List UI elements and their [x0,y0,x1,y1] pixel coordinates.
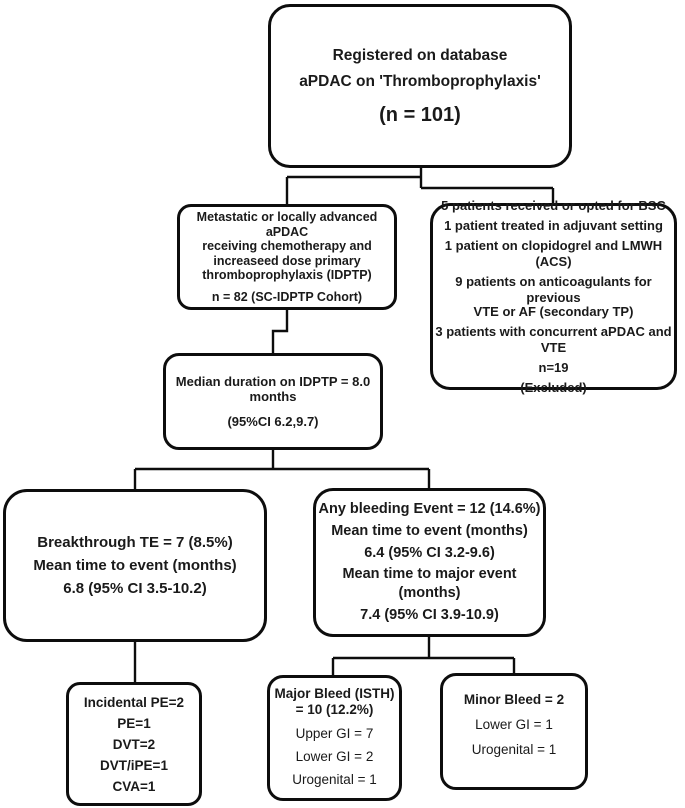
box-line: Lower GI = 1 [475,717,553,732]
box-line-ci: 7.4 (95% CI 3.9-10.9) [360,606,499,623]
box-line: DVT/iPE=1 [100,757,168,773]
box-line: Registered on database [332,46,508,64]
box-line: DVT=2 [112,736,156,752]
box-breakthrough-te [3,489,267,642]
box-line: Urogenital = 1 [471,742,557,757]
box-line: Breakthrough TE = 7 (8.5%) [37,534,233,552]
box-major-bleed [267,675,402,801]
box-line: 3 patients with concurrent aPDAC and VTE [435,323,672,355]
box-line: VTE or AF (secondary TP) [473,303,634,319]
box-line: Any bleeding Event = 12 (14.6%) [318,501,541,518]
box-line-title: Major Bleed (ISTH) [274,685,395,701]
box-line: Mean time to major event (months) [342,566,517,602]
box-line: 5 patients received or opted for BSC [441,197,666,213]
box-line: Upper GI = 7 [295,725,374,741]
box-line: CVA=1 [112,778,156,794]
box-line: thromboprophylaxis (IDPTP) [202,268,372,282]
box-registered-on-database [268,4,572,168]
box-line-title: Minor Bleed = 2 [463,692,565,707]
box-line: Mean time to event (months) [33,557,237,574]
box-line: (Excluded) [520,379,587,395]
box-any-bleeding-event [313,488,546,637]
box-line: 9 patients on anticoagulants for previous [455,273,652,305]
box-median-duration [163,353,383,450]
box-line: PE=1 [117,715,151,731]
connector-metastatic-to-median [273,308,287,356]
box-line: receiving chemotherapy and [202,239,372,253]
box-line: Incidental PE=2 [83,694,185,710]
box-line-ci: 6.4 (95% CI 3.2-9.6) [364,544,495,561]
box-sc-idptp-cohort [177,204,397,310]
box-line: months [249,389,297,405]
box-excluded-patients [430,197,677,395]
box-line: Urogenital = 1 [292,771,377,787]
box-line: increaseed dose primary [213,253,361,268]
box-minor-bleed [440,673,588,790]
box-line-n-cohort: n = 82 (SC-IDPTP Cohort) [211,289,363,304]
box-line-n-excluded: n=19 [538,359,569,375]
box-te-breakdown [66,682,202,806]
box-line-title: = 10 (12.2%) [295,702,374,717]
box-line: aPDAC on 'Thromboprophylaxis' [299,72,541,90]
box-line: 1 patient treated in adjuvant setting [444,217,663,233]
box-line: 1 patient on clopidogrel and LMWH (ACS) [444,237,663,269]
box-line: Median duration on IDPTP = 8.0 [175,373,371,389]
box-line-ci: 6.8 (95% CI 3.5-10.2) [63,579,207,597]
box-line-n-total: (n = 101) [379,103,461,126]
box-line: Lower GI = 2 [295,748,374,764]
box-line-ci: (95%CI 6.2,9.7) [227,413,319,429]
box-line: Mean time to event (months) [331,522,528,539]
box-line: Metastatic or locally advanced aPDAC [196,210,378,239]
